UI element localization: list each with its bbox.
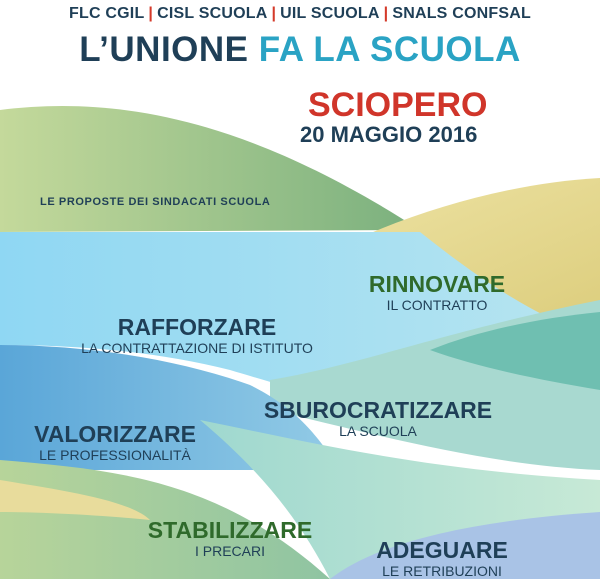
proposal-heading: RAFFORZARE bbox=[117, 314, 277, 340]
proposal-rinnovare bbox=[352, 272, 522, 313]
union-flc-cgil: FLC CGIL bbox=[69, 5, 145, 22]
proposals-label: LE PROPOSTE DEI SINDACATI SCUOLA bbox=[40, 196, 271, 208]
slogan-title bbox=[0, 30, 600, 70]
proposal-subtitle: LA SCUOLA bbox=[339, 423, 417, 439]
proposal-heading: SBUROCRATIZZARE bbox=[263, 397, 493, 423]
proposal-subtitle: LE PROFESSIONALITÀ bbox=[39, 447, 191, 463]
strike-title: SCIOPERO bbox=[308, 86, 488, 124]
union-uil-scuola: UIL SCUOLA bbox=[280, 5, 380, 22]
union-cisl-scuola: CISL SCUOLA bbox=[157, 5, 268, 22]
separator: | bbox=[148, 5, 154, 22]
separator: | bbox=[271, 5, 277, 22]
proposal-heading: VALORIZZARE bbox=[34, 421, 196, 447]
strike-date: 20 MAGGIO 2016 bbox=[300, 122, 478, 147]
proposal-sburocratizzare bbox=[253, 398, 503, 439]
proposal-subtitle: I PRECARI bbox=[194, 543, 265, 559]
slogan-part2: FA LA SCUOLA bbox=[258, 30, 521, 69]
proposal-adeguare bbox=[362, 538, 522, 579]
slogan-part1: L’UNIONE bbox=[79, 30, 249, 69]
proposal-subtitle: IL CONTRATTO bbox=[386, 297, 488, 313]
proposal-rafforzare bbox=[62, 315, 332, 356]
proposal-heading: RINNOVARE bbox=[368, 271, 506, 297]
proposal-heading: ADEGUARE bbox=[376, 537, 508, 563]
proposal-stabilizzare bbox=[140, 518, 320, 559]
separator: | bbox=[383, 5, 389, 22]
union-snals-confsal: SNALS CONFSAL bbox=[392, 5, 531, 22]
proposal-subtitle: LA CONTRATTAZIONE DI ISTITUTO bbox=[81, 340, 313, 356]
proposal-valorizzare bbox=[20, 422, 210, 463]
proposal-heading: STABILIZZARE bbox=[147, 517, 313, 543]
union-names bbox=[0, 5, 600, 23]
proposal-subtitle: LE RETRIBUZIONI bbox=[382, 563, 502, 579]
